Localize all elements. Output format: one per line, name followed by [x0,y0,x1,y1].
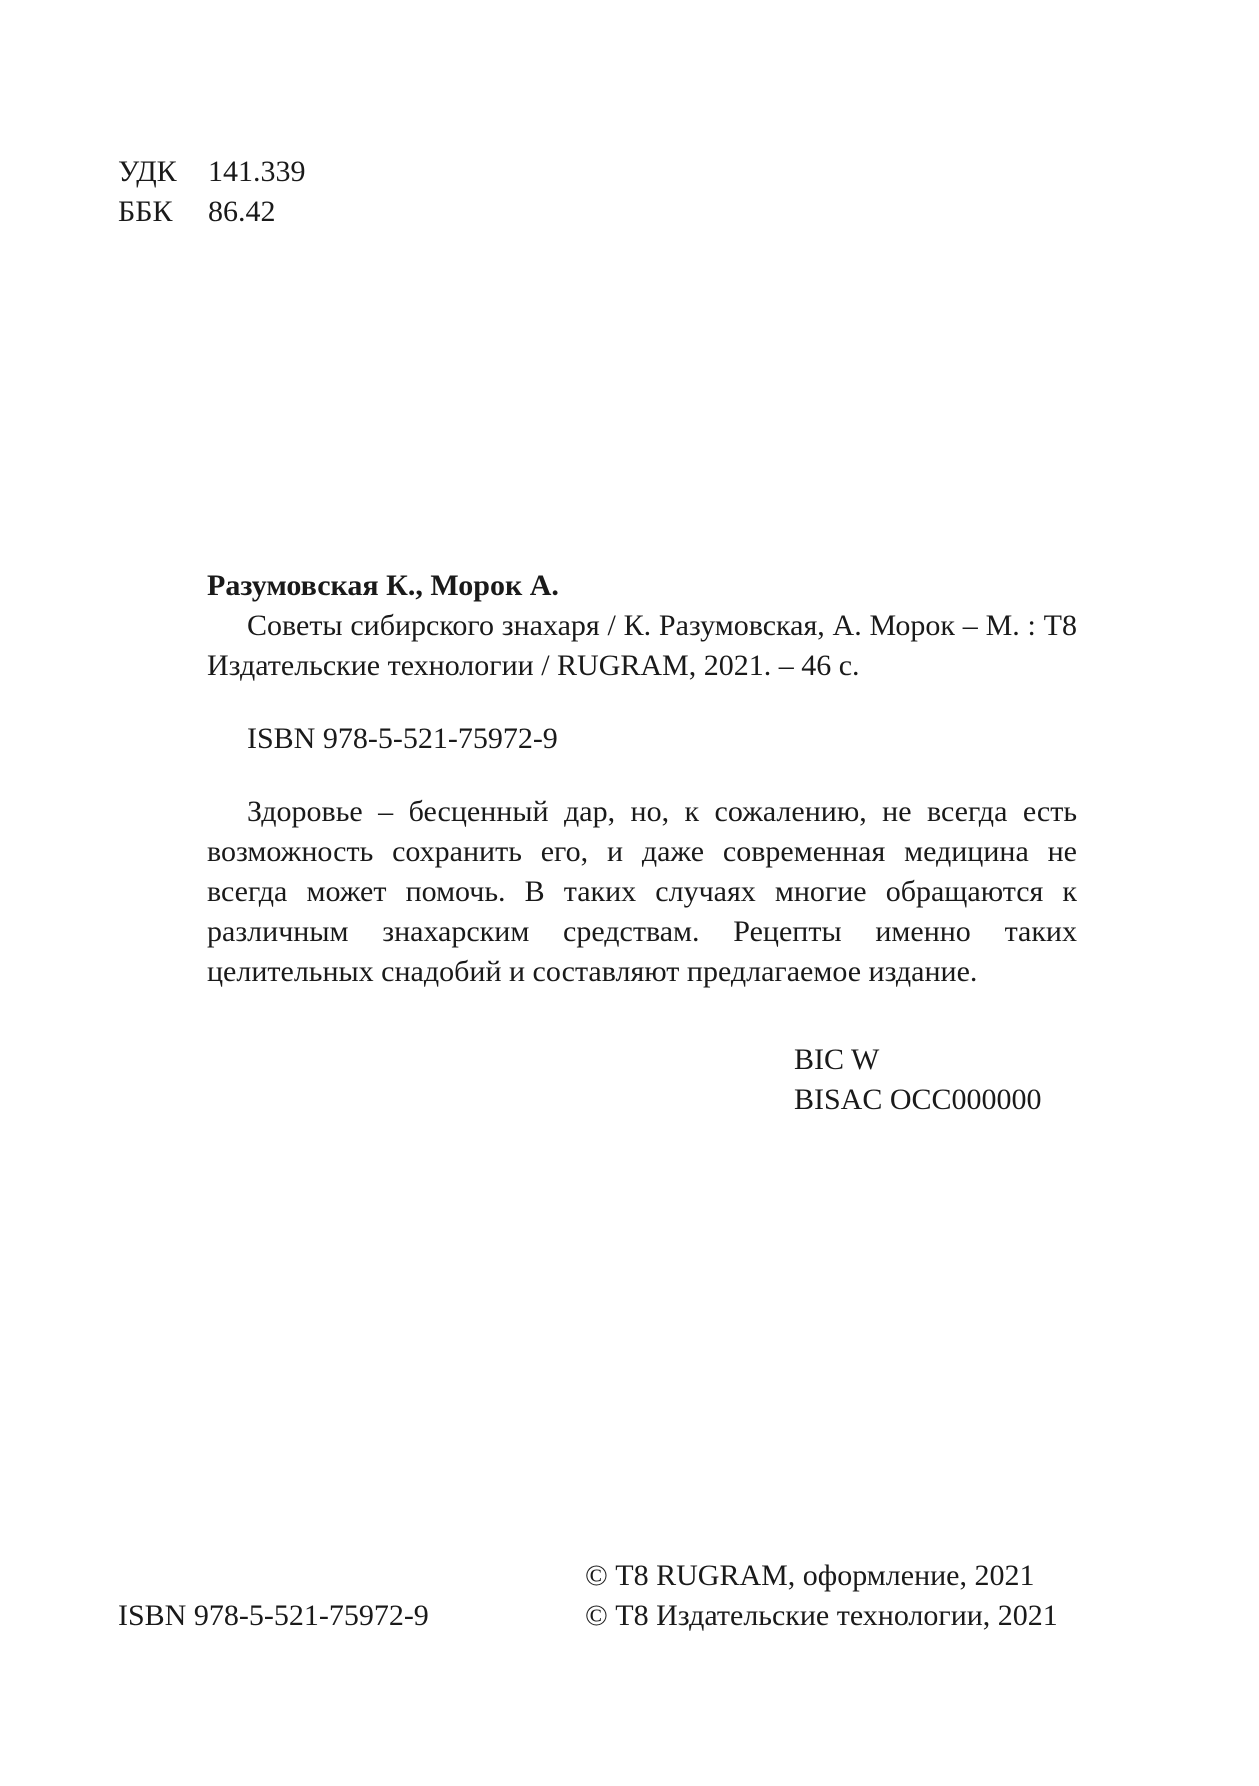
bibliographic-record: Советы сибирского знахаря / К. Разумовская, А. Морок – М. : Т8 Издательские технологии / RUGRAM, 2021. – 46 с. [207,609,1077,682]
copyright-notices [585,1556,1058,1636]
bibliographic-description [207,566,1077,1022]
udk-value: 141.339 [208,155,306,188]
subject-codes [794,1040,1042,1120]
bbk-row [118,192,306,232]
annotation-text: Здоровье – бесценный дар, но, к сожалению, не всегда есть возможность сохранить его, и даже современная медицина не всегда может помочь. В таких случаях многие обращаются к различным знахарским средствам. Рецепты именно таких целительных снадобий и составляют предлагаемое издание. [207,795,1077,988]
bisac-code: BISAC OCC000000 [794,1083,1042,1116]
isbn-number: ISBN 978-5-521-75972-9 [247,722,558,755]
udk-row [118,152,306,192]
bic-code: BIC W [794,1043,880,1076]
bbk-label: ББК [118,195,173,228]
classification-block [118,152,306,232]
authors-heading: Разумовская К., Морок А. [207,569,559,602]
udk-label: УДК [118,155,177,188]
footer-isbn: ISBN 978-5-521-75972-9 [118,1599,429,1632]
copyright-line-design: © Т8 RUGRAM, оформление, 2021 [585,1559,1035,1592]
copyright-line-publisher: © Т8 Издательские технологии, 2021 [585,1599,1058,1632]
bbk-value: 86.42 [208,195,276,228]
